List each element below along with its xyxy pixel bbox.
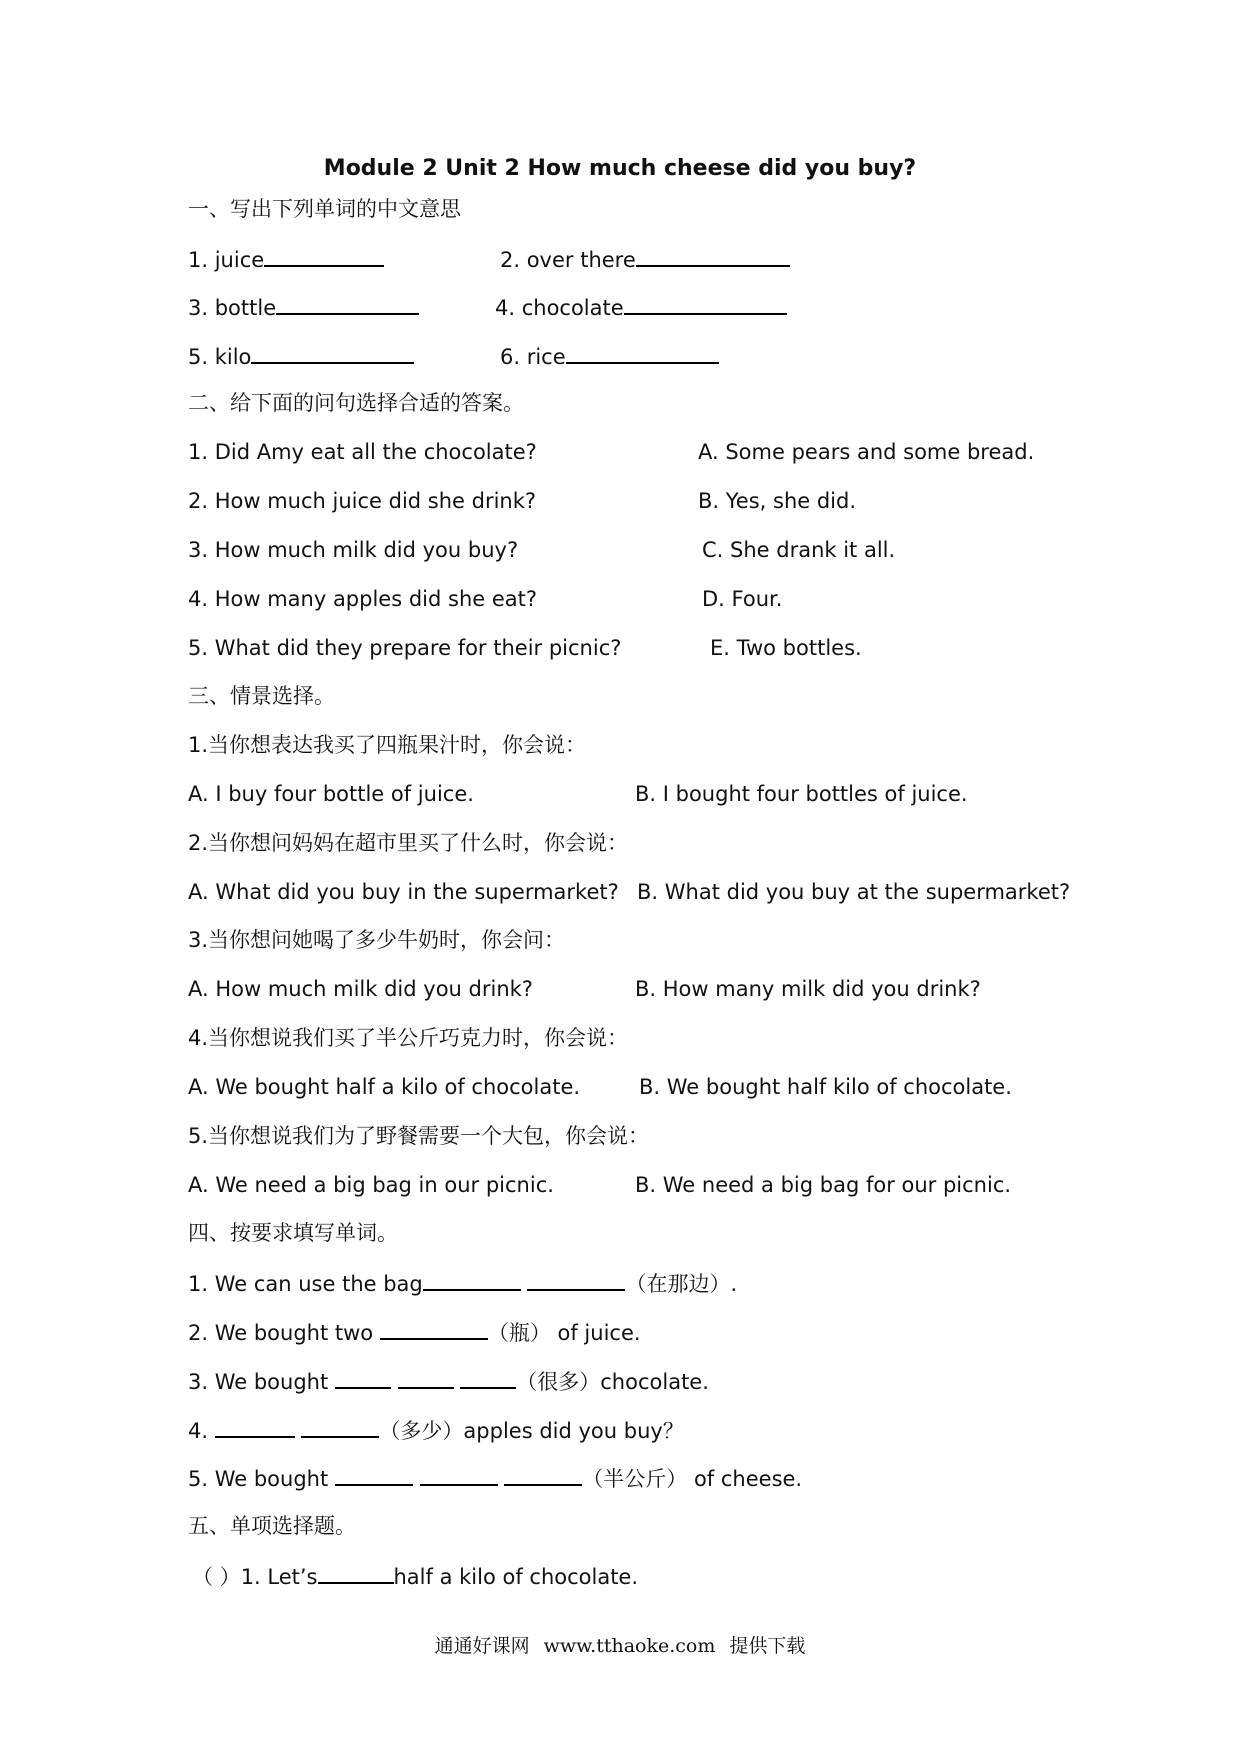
situation-prompt-4: 4.当你想说我们买了半公斤巧克力时，你会说： bbox=[188, 1026, 629, 1050]
fill-question-3 bbox=[188, 1367, 709, 1395]
section5-heading: 五、单项选择题。 bbox=[188, 1514, 356, 1538]
choice-text: half a kilo of chocolate. bbox=[393, 1565, 639, 1589]
vocab-word: 5. kilo bbox=[188, 345, 252, 369]
vocab-item-4 bbox=[495, 293, 787, 321]
situation-prompt-5: 5.当你想说我们为了野餐需要一个大包，你会说： bbox=[188, 1124, 650, 1148]
situation-option-a[interactable]: A. We bought half a kilo of chocolate. bbox=[188, 1075, 581, 1099]
situation-option-a[interactable]: A. I buy four bottle of juice. bbox=[188, 782, 474, 806]
page-title: Module 2 Unit 2 How much cheese did you buy? bbox=[323, 156, 917, 181]
vocab-word: 2. over there bbox=[500, 248, 636, 272]
match-answer-e: E. Two bottles. bbox=[710, 636, 862, 660]
fill-hint: （很多）chocolate. bbox=[516, 1370, 709, 1394]
section3-heading: 三、情景选择。 bbox=[188, 684, 335, 708]
fill-question-4 bbox=[188, 1416, 684, 1444]
match-question-2: 2. How much juice did she drink? bbox=[188, 489, 537, 513]
situation-prompt-1: 1.当你想表达我买了四瓶果汁时，你会说： bbox=[188, 733, 587, 757]
fill-hint: （瓶） bbox=[487, 1321, 551, 1345]
answer-blank[interactable] bbox=[420, 1464, 498, 1486]
fill-question-5 bbox=[188, 1464, 802, 1492]
footer-site: 通通好课网 bbox=[434, 1635, 530, 1657]
fill-text: 2. We bought two bbox=[188, 1321, 374, 1345]
choice-question-1 bbox=[192, 1562, 638, 1590]
answer-blank[interactable] bbox=[398, 1367, 454, 1389]
answer-blank[interactable] bbox=[215, 1416, 295, 1438]
match-answer-a: A. Some pears and some bread. bbox=[698, 440, 1035, 464]
situation-prompt-2: 2.当你想问妈妈在超市里买了什么时，你会说： bbox=[188, 831, 629, 855]
vocab-item-6 bbox=[500, 342, 719, 370]
fill-hint: （多少）apples did you buy？ bbox=[379, 1419, 684, 1443]
vocab-item-5 bbox=[188, 342, 414, 370]
answer-blank[interactable] bbox=[380, 1318, 488, 1340]
answer-blank[interactable] bbox=[460, 1367, 516, 1389]
fill-question-1 bbox=[188, 1269, 737, 1297]
fill-hint: （在那边）. bbox=[625, 1272, 738, 1296]
fill-hint: （半公斤） bbox=[582, 1467, 688, 1491]
answer-blank[interactable] bbox=[423, 1269, 521, 1291]
answer-blank[interactable] bbox=[335, 1367, 391, 1389]
match-question-3: 3. How much milk did you buy? bbox=[188, 538, 519, 562]
answer-blank[interactable] bbox=[624, 293, 787, 315]
fill-text: 3. We bought bbox=[188, 1370, 329, 1394]
situation-option-b[interactable]: B. What did you buy at the supermarket? bbox=[637, 880, 1071, 904]
fill-text: of juice. bbox=[557, 1321, 641, 1345]
match-answer-c: C. She drank it all. bbox=[702, 538, 896, 562]
match-question-4: 4. How many apples did she eat? bbox=[188, 587, 538, 611]
answer-blank[interactable] bbox=[276, 293, 419, 315]
situation-option-a[interactable]: A. How much milk did you drink? bbox=[188, 977, 533, 1001]
answer-blank[interactable] bbox=[636, 245, 790, 267]
answer-blank[interactable] bbox=[318, 1562, 394, 1584]
fill-text: of cheese. bbox=[693, 1467, 803, 1491]
answer-paren[interactable]: （ ） bbox=[192, 1565, 241, 1589]
vocab-word: 3. bottle bbox=[188, 296, 277, 320]
match-question-1: 1. Did Amy eat all the chocolate? bbox=[188, 440, 537, 464]
answer-blank[interactable] bbox=[504, 1464, 582, 1486]
situation-option-b[interactable]: B. We need a big bag for our picnic. bbox=[635, 1173, 1012, 1197]
situation-option-a[interactable]: A. What did you buy in the supermarket? bbox=[188, 880, 619, 904]
footer-url[interactable]: www.tthaoke.com bbox=[543, 1635, 716, 1657]
fill-text: 4. bbox=[188, 1419, 209, 1443]
footer-note: 提供下载 bbox=[729, 1635, 806, 1657]
vocab-item-1 bbox=[188, 245, 384, 273]
vocab-item-2 bbox=[500, 245, 790, 273]
situation-prompt-3: 3.当你想问她喝了多少牛奶时，你会问： bbox=[188, 928, 566, 952]
vocab-word: 4. chocolate bbox=[495, 296, 624, 320]
answer-blank[interactable] bbox=[264, 245, 384, 267]
answer-blank[interactable] bbox=[566, 342, 719, 364]
situation-option-b[interactable]: B. I bought four bottles of juice. bbox=[635, 782, 968, 806]
answer-blank[interactable] bbox=[301, 1416, 379, 1438]
match-question-5: 5. What did they prepare for their picnic? bbox=[188, 636, 622, 660]
fill-text: 5. We bought bbox=[188, 1467, 329, 1491]
choice-text: 1. Let’s bbox=[240, 1565, 318, 1589]
section1-heading: 一、写出下列单词的中文意思 bbox=[188, 197, 461, 221]
fill-question-2 bbox=[188, 1318, 641, 1346]
answer-blank[interactable] bbox=[251, 342, 414, 364]
situation-option-b[interactable]: B. We bought half kilo of chocolate. bbox=[639, 1075, 1012, 1099]
situation-option-b[interactable]: B. How many milk did you drink? bbox=[635, 977, 981, 1001]
vocab-word: 6. rice bbox=[500, 345, 566, 369]
page-footer bbox=[0, 1631, 1240, 1658]
answer-blank[interactable] bbox=[527, 1269, 625, 1291]
vocab-word: 1. juice bbox=[188, 248, 265, 272]
match-answer-b: B. Yes, she did. bbox=[698, 489, 857, 513]
section2-heading: 二、给下面的问句选择合适的答案。 bbox=[188, 391, 524, 415]
match-answer-d: D. Four. bbox=[702, 587, 783, 611]
vocab-item-3 bbox=[188, 293, 419, 321]
answer-blank[interactable] bbox=[335, 1464, 413, 1486]
situation-option-a[interactable]: A. We need a big bag in our picnic. bbox=[188, 1173, 554, 1197]
fill-text: 1. We can use the bag bbox=[188, 1272, 423, 1296]
section4-heading: 四、按要求填写单词。 bbox=[188, 1221, 398, 1245]
